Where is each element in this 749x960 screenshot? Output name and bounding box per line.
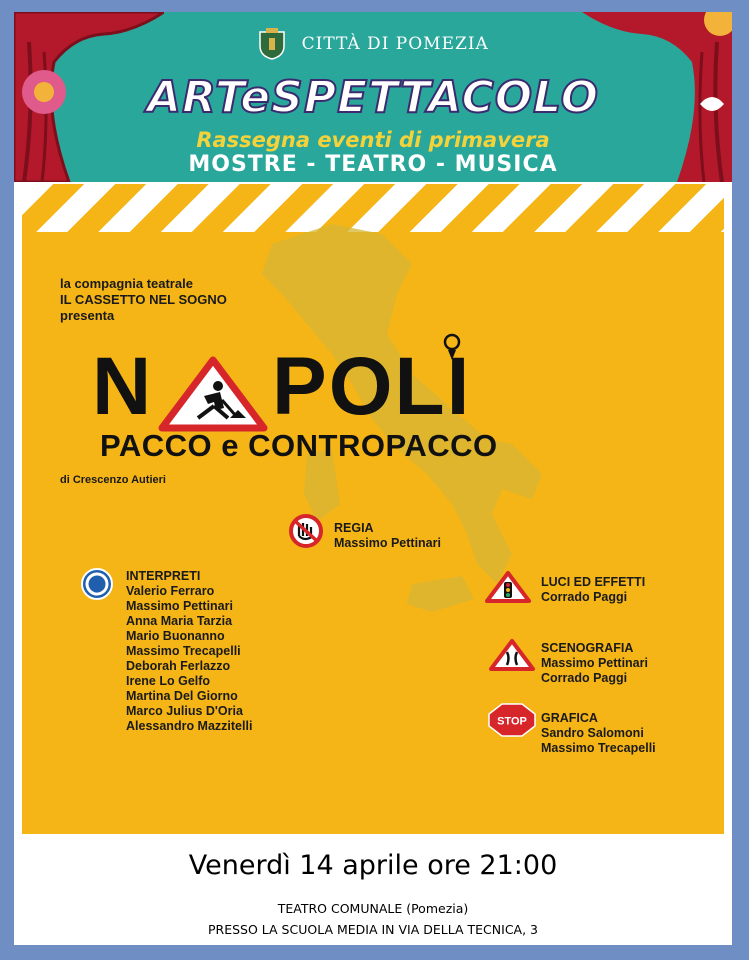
credit-name: Marco Julius D'Oria [126,704,243,718]
credit-role: GRAFICA [541,711,598,725]
show-subtitle: PACCO e CONTROPACCO [100,428,498,463]
event-address: PRESSO LA SCUOLA MEDIA IN VIA DELLA TECNICA, 3 [207,922,539,937]
credit-name: Irene Lo Gelfo [126,674,211,688]
city-header [14,28,732,60]
credit-name: Mario Buonanno [126,629,225,643]
credit-name: Valerio Ferraro [126,584,215,598]
credit-scenografia [541,641,648,686]
credit-grafica [541,711,656,756]
credit-role: REGIA [334,521,374,535]
stop-sign-icon [488,703,536,737]
credit-name: Alessandro Mazzitelli [126,719,253,733]
intro-line: presenta [60,308,115,323]
credit-name: Corrado Paggi [541,671,628,685]
festival-title: ARTeSPETTACOLO [146,72,600,123]
festival-tagline: MOSTRE - TEATRO - MUSICA [188,152,558,177]
company-intro [60,276,227,324]
show-author: di Crescenzo Autieri [60,474,166,486]
credit-interpreti [126,569,252,734]
stop-sign-text: STOP [497,715,527,728]
credit-name: Massimo Pettinari [126,599,233,613]
city-name: CITTÀ DI POMEZIA [301,34,489,54]
no-hand-icon [284,514,328,548]
credit-name: Massimo Trecapelli [126,644,241,658]
show-title [92,341,492,434]
poster-frame [14,12,732,945]
city-crest-icon [257,28,287,60]
intro-line: la compagnia teatrale [60,276,193,291]
roadworks-sign-icon [158,356,268,432]
narrow-road-warning-icon [488,638,536,672]
header-banner [14,12,732,182]
credit-name: Massimo Trecapelli [541,741,656,755]
credit-name: Anna Maria Tarzia [126,614,233,628]
festival-subtitle: Rassegna eventi di primavera [196,128,550,152]
credit-luci [541,575,645,605]
company-name: IL CASSETTO NEL SOGNO [60,292,227,307]
roundabout-icon [77,568,117,600]
credit-name: Martina Del Giorno [126,689,238,703]
event-venue: TEATRO COMUNALE (Pomezia) [277,901,469,916]
show-poster [22,184,724,834]
credit-role: SCENOGRAFIA [541,641,634,655]
show-title-right: POLI [272,341,472,432]
event-date: Venerdì 14 aprile ore 21:00 [188,850,558,881]
credit-role: INTERPRETI [126,569,201,583]
credit-regia [334,521,441,551]
credit-name: Massimo Pettinari [541,656,648,670]
credit-name: Corrado Paggi [541,590,628,604]
credit-name: Deborah Ferlazzo [126,659,231,673]
credit-role: LUCI ED EFFETTI [541,575,646,589]
credit-name: Massimo Pettinari [334,536,441,550]
credit-name: Sandro Salomoni [541,726,644,740]
traffic-light-warning-icon [484,570,532,604]
show-title-left: N [92,341,154,432]
